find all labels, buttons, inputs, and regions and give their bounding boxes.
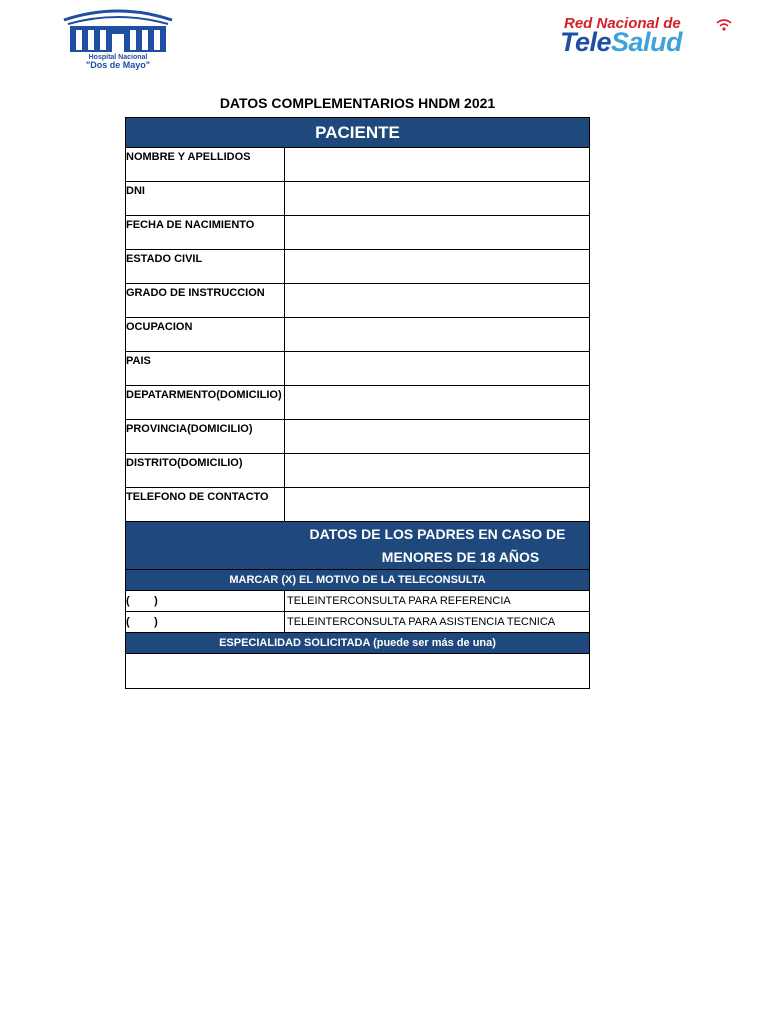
field-row <box>126 488 589 522</box>
especialidad-value[interactable] <box>126 654 589 688</box>
motivo-header: MARCAR (X) EL MOTIVO DE LA TELECONSULTA <box>126 570 589 591</box>
field-label: GRADO DE INSTRUCCION <box>126 284 285 317</box>
field-value[interactable] <box>285 488 589 521</box>
hospital-logo-line1: Hospital Nacional <box>88 54 148 61</box>
field-value[interactable] <box>285 386 589 419</box>
field-value[interactable] <box>285 454 589 487</box>
field-row <box>126 352 589 386</box>
telesalud-logo <box>556 14 738 58</box>
field-row <box>126 216 589 250</box>
field-row <box>126 250 589 284</box>
motivo-checkbox[interactable]: ( ) <box>126 612 285 632</box>
field-row <box>126 284 589 318</box>
form-title: DATOS COMPLEMENTARIOS HNDM 2021 <box>219 95 496 111</box>
field-label: NOMBRE Y APELLIDOS <box>126 148 285 181</box>
field-label: DEPATARMENTO(DOMICILIO) <box>126 386 285 419</box>
motivo-rows <box>126 591 589 633</box>
padres-line2: MENORES DE 18 AÑOS <box>381 549 540 565</box>
field-value[interactable] <box>285 420 589 453</box>
field-label: DNI <box>126 182 285 215</box>
field-label: TELEFONO DE CONTACTO <box>126 488 285 521</box>
telesalud-logo-line1: Red Nacional de <box>564 15 681 32</box>
field-value[interactable] <box>285 182 589 215</box>
telesalud-logo-line2 <box>560 29 682 56</box>
field-label: PROVINCIA(DOMICILIO) <box>126 420 285 453</box>
section-paciente-header: PACIENTE <box>126 118 589 148</box>
motivo-label: TELEINTERCONSULTA PARA ASISTENCIA TECNICA <box>287 616 556 628</box>
field-row <box>126 454 589 488</box>
field-row <box>126 148 589 182</box>
field-value[interactable] <box>285 148 589 181</box>
field-label: DISTRITO(DOMICILIO) <box>126 454 285 487</box>
field-row <box>126 318 589 352</box>
field-value[interactable] <box>285 216 589 249</box>
field-label: FECHA DE NACIMIENTO <box>126 216 285 249</box>
field-value[interactable] <box>285 318 589 351</box>
field-label: ESTADO CIVIL <box>126 250 285 283</box>
hospital-logo-line2: "Dos de Mayo" <box>85 60 151 70</box>
padres-line1: DATOS DE LOS PADRES EN CASO DE <box>309 526 566 542</box>
hospital-building-icon <box>58 8 178 54</box>
motivo-row <box>126 612 589 633</box>
field-label: OCUPACION <box>126 318 285 351</box>
motivo-checkbox[interactable]: ( ) <box>126 591 285 611</box>
hospital-logo <box>58 8 178 70</box>
field-row <box>126 386 589 420</box>
telesalud-logo-salud: Salud <box>611 27 683 57</box>
wifi-signal-icon <box>714 16 734 34</box>
field-value[interactable] <box>285 352 589 385</box>
field-label: PAIS <box>126 352 285 385</box>
field-value[interactable] <box>285 250 589 283</box>
form-table <box>125 117 590 689</box>
field-row <box>126 182 589 216</box>
field-value[interactable] <box>285 284 589 317</box>
especialidad-header: ESPECIALIDAD SOLICITADA (puede ser más de una) <box>126 633 589 654</box>
padres-header <box>126 522 589 570</box>
field-rows <box>126 148 589 522</box>
telesalud-logo-tele: Tele <box>560 27 612 57</box>
motivo-label: TELEINTERCONSULTA PARA REFERENCIA <box>287 595 511 607</box>
motivo-row <box>126 591 589 612</box>
field-row <box>126 420 589 454</box>
